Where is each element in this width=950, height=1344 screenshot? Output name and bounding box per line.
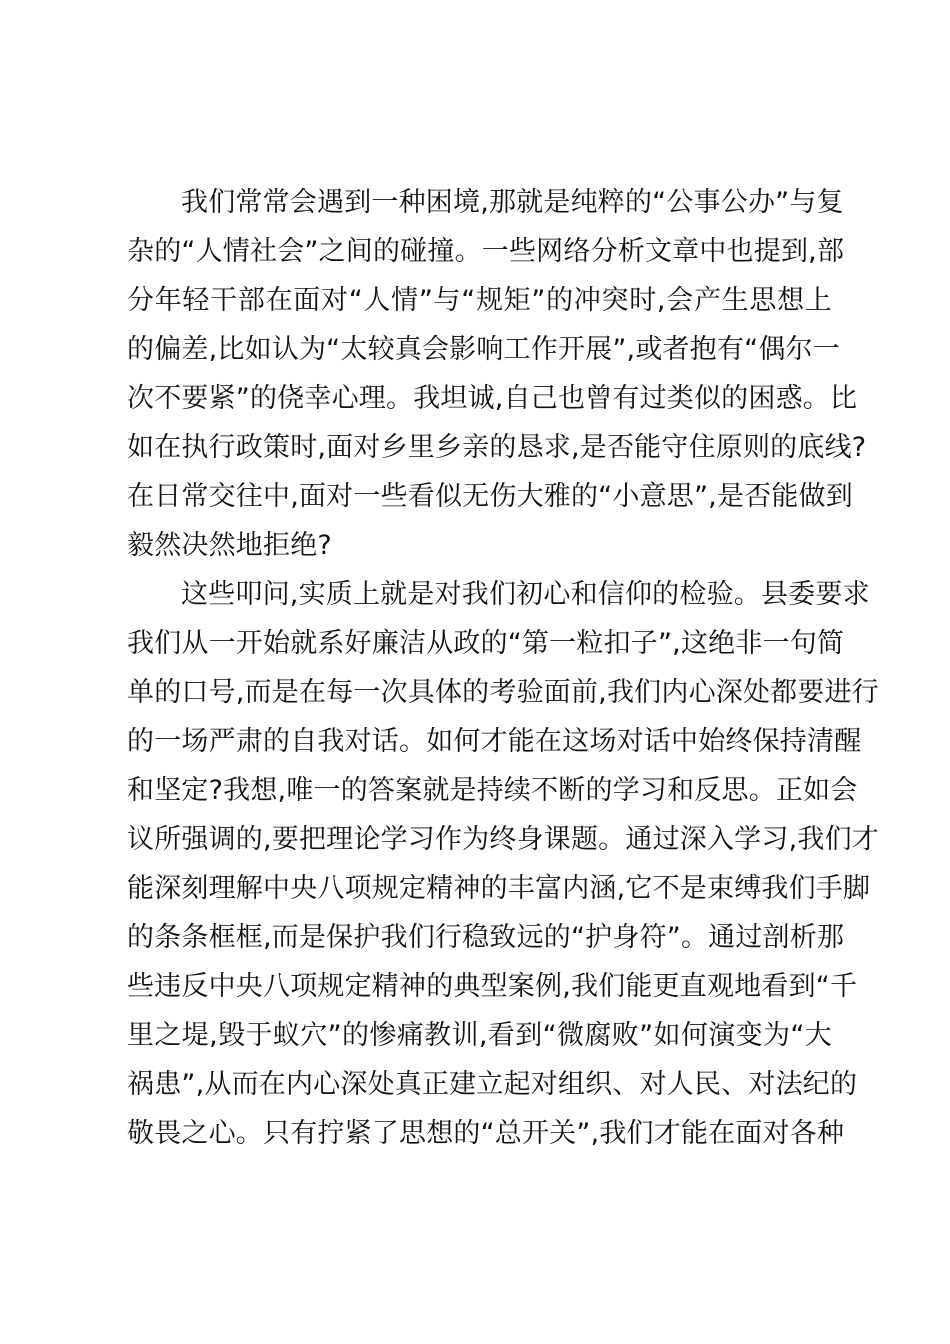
text-line: 的条条框框,而是保护我们行稳致远的“护身符”。通过剖析那 [127, 922, 845, 953]
text-line: 次不要紧”的侥幸心理。我坦诚,自己也曾有过类似的困惑。比 [127, 383, 858, 414]
text-line: 分年轻干部在面对“人情”与“规矩”的冲突时,会产生思想上 [127, 285, 832, 316]
document-body [127, 178, 879, 1158]
text-line: 如在执行政策时,面对乡里乡亲的恳求,是否能守住原则的底线? [127, 432, 867, 463]
text-line: 祸患”,从而在内心深处真正建立起对组织、对人民、对法纪的 [127, 1069, 858, 1100]
paragraph-1 [127, 178, 867, 570]
text-line: 能深刻理解中央八项规定精神的丰富内涵,它不是束缚我们手脚 [127, 873, 871, 904]
text-line: 议所强调的,要把理论学习作为终身课题。通过深入学习,我们才 [127, 824, 879, 855]
text-line: 单的口号,而是在每一次具体的考验面前,我们内心深处都要进行 [127, 677, 879, 708]
text-line: 杂的“人情社会”之间的碰撞。一些网络分析文章中也提到,部 [127, 236, 845, 267]
text-line: 的一场严肃的自我对话。如何才能在这场对话中始终保持清醒 [127, 726, 862, 757]
text-line: 我们常常会遇到一种困境,那就是纯粹的“公事公办”与复 [181, 187, 844, 218]
text-line: 这些叩问,实质上就是对我们初心和信仰的检验。县委要求 [181, 579, 870, 610]
text-line: 毅然决然地拒绝? [127, 530, 332, 561]
text-line: 我们从一开始就系好廉洁从政的“第一粒扣子”,这绝非一句简 [127, 628, 845, 659]
text-line: 些违反中央八项规定精神的典型案例,我们能更直观地看到“千 [127, 971, 858, 1002]
text-line: 和坚定?我想,唯一的答案就是持续不断的学习和反思。正如会 [127, 775, 858, 806]
paragraph-2 [127, 570, 879, 1158]
text-line: 的偏差,比如认为“太较真会影响工作开展”,或者抱有“偶尔一 [127, 334, 840, 365]
text-line: 在日常交往中,面对一些看似无伤大雅的“小意思”,是否能做到 [127, 481, 853, 512]
text-line: 敬畏之心。只有拧紧了思想的“总开关”,我们才能在面对各种 [127, 1118, 845, 1149]
text-line: 里之堤,毁于蚁穴”的惨痛教训,看到“微腐败”如何演变为“大 [127, 1020, 832, 1051]
